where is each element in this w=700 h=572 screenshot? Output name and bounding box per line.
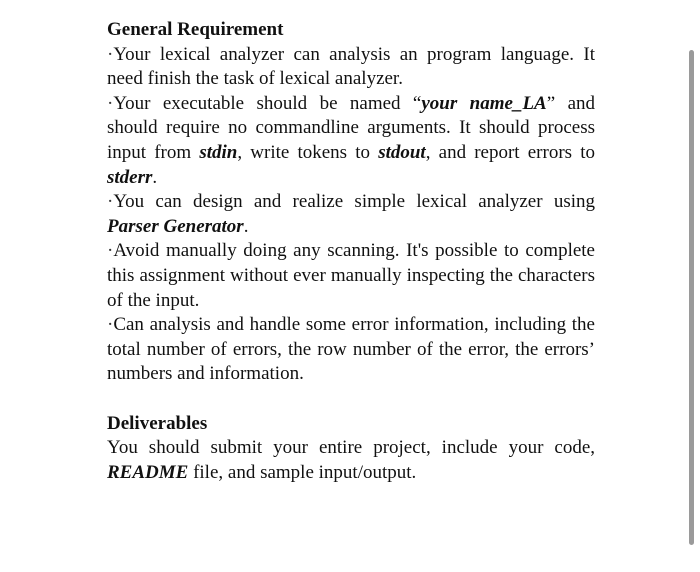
requirement-text: Avoid manually doing any scanning. It's possible to complete this assignment without ever manually inspecting the characters of the input. <box>107 240 595 311</box>
requirement-text: , write tokens to <box>237 141 379 163</box>
requirement-item-3 <box>107 190 595 239</box>
requirement-text: Your lexical analyzer can analysis an program language. It need finish the task of lexical analyzer. <box>107 43 595 90</box>
requirement-text: , and report errors to <box>425 141 595 163</box>
readme-term: README <box>107 461 189 483</box>
parser-generator-term: Parser Generator <box>107 215 244 237</box>
deliverables-heading: Deliverables <box>107 412 208 434</box>
executable-name: your name_LA <box>421 92 547 114</box>
requirement-item-2 <box>107 92 595 190</box>
requirement-text: ” and should require no commandline arguments. It should process input from <box>107 92 595 163</box>
section-gap <box>107 387 595 412</box>
bullet: · <box>107 92 114 114</box>
deliverables-text-part: You should submit your entire project, include your code, <box>107 437 595 459</box>
bullet: · <box>107 43 114 65</box>
requirement-text: . <box>152 166 158 188</box>
requirement-text: Can analysis and handle some error information, including the total number of errors, the row number of the error, the errors’ numbers and information. <box>107 314 595 385</box>
stdout-term: stdout <box>378 141 426 163</box>
requirement-item-4 <box>107 239 595 313</box>
bullet: · <box>107 314 114 336</box>
vertical-scrollbar[interactable] <box>686 0 700 572</box>
stderr-term: stderr <box>107 166 153 188</box>
requirement-item-1 <box>107 43 595 92</box>
bullet: · <box>107 240 114 262</box>
requirement-text: You can design and realize simple lexical analyzer using <box>113 191 595 213</box>
requirement-text: Your executable should be named “ <box>113 92 422 114</box>
stdin-term: stdin <box>199 141 238 163</box>
requirement-text: . <box>243 215 249 237</box>
general-requirement-heading: General Requirement <box>107 19 284 40</box>
requirement-item-5 <box>107 313 595 387</box>
scrollbar-thumb[interactable] <box>689 50 694 545</box>
bullet: · <box>107 191 114 213</box>
document-body <box>107 18 595 485</box>
deliverables-text-part: file, and sample input/output. <box>188 461 417 483</box>
deliverables-text <box>107 436 595 485</box>
